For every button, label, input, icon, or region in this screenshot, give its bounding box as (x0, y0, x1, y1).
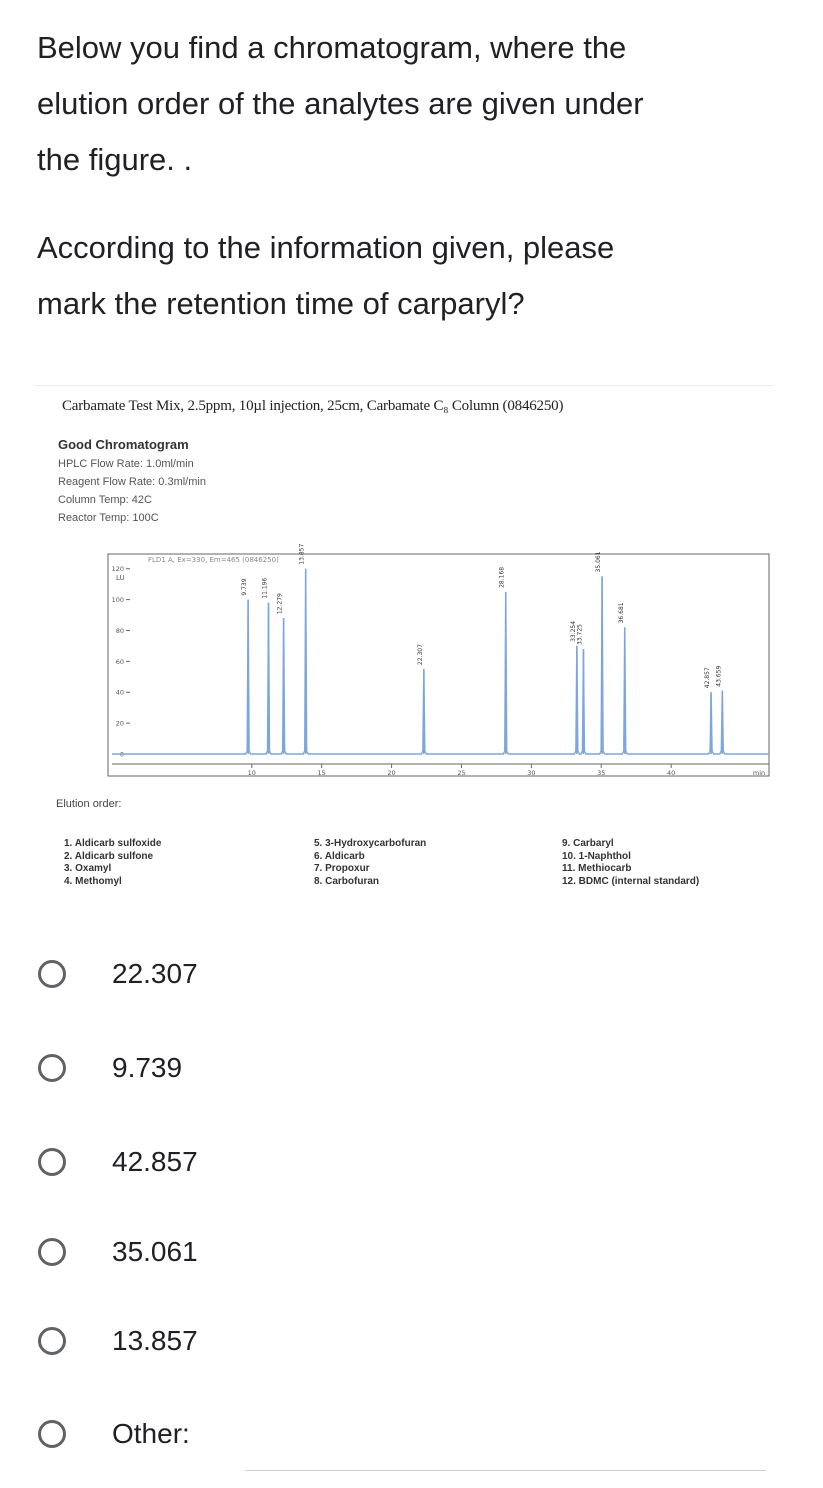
x-tick-label: 40 (667, 769, 676, 777)
option-22-307[interactable] (38, 960, 638, 1010)
condition-line: HPLC Flow Rate: 1.0ml/min (58, 458, 194, 470)
option-label: 9.739 (112, 1052, 183, 1083)
x-tick-label: 20 (387, 769, 396, 777)
peak-label: 43.659 (715, 665, 723, 687)
radio-button[interactable] (38, 1238, 66, 1266)
elution-list-3 (562, 838, 699, 888)
elution-item: 9. Carbaryl (562, 838, 614, 849)
question-text (37, 20, 797, 332)
elution-item: 4. Methomyl (64, 875, 122, 887)
elution-item: 10. 1-Naphthol (562, 850, 631, 862)
y-tick-label: 40 (115, 688, 124, 697)
option-35-061[interactable] (38, 1238, 638, 1288)
question-intro-line: elution order of the analytes are given under (37, 86, 644, 121)
elution-item: 11. Methiocarb (562, 863, 632, 874)
question-intro-line: Below you find a chromatogram, where the (37, 30, 627, 65)
elution-order-label: Elution order: (56, 798, 122, 810)
chromatogram-figure (34, 385, 774, 926)
peak-label: 22.307 (416, 644, 424, 666)
figure-title: Carbamate Test Mix, 2.5ppm, 10µl injection, 25cm, Carbamate C₈ Column (0846250) (62, 398, 564, 414)
option-label: Other: (112, 1418, 190, 1449)
peak-label: 33.254 (569, 620, 577, 642)
radio-button[interactable] (38, 1054, 66, 1082)
peak-label: 13.857 (298, 543, 306, 565)
condition-line: Reactor Temp: 100C (58, 512, 159, 524)
chart-header: FLD1 A, Ex=330, Em=465 (0846250) (148, 556, 279, 564)
x-tick-label: 15 (317, 769, 326, 777)
elution-item: 8. Carbofuran (314, 875, 380, 887)
y-tick-label: 0 (119, 750, 124, 759)
y-tick-label: 20 (115, 719, 124, 728)
radio-button[interactable] (38, 1148, 66, 1176)
chromatogram-trace (112, 566, 769, 754)
peak-label: 35.061 (595, 551, 603, 573)
plot-frame (108, 554, 769, 776)
elution-item: 5. 3-Hydroxycarbofuran (314, 838, 427, 849)
radio-button[interactable] (38, 1327, 66, 1355)
question-intro-line: the figure. . (37, 142, 193, 177)
option-label: 13.857 (112, 1325, 198, 1356)
option-label: 42.857 (112, 1146, 198, 1177)
y-axis-label: LU (116, 574, 125, 582)
y-tick-label: 120 (111, 565, 124, 574)
y-tick-label: 100 (111, 596, 124, 605)
x-tick-label: 35 (597, 769, 606, 777)
condition-line: Reagent Flow Rate: 0.3ml/min (58, 476, 206, 488)
elution-list-1 (64, 838, 161, 888)
radio-button[interactable] (38, 960, 66, 988)
x-tick-label: 30 (527, 769, 536, 777)
option-42-857[interactable] (38, 1148, 638, 1198)
option-13-857[interactable] (38, 1327, 638, 1377)
elution-item: 1. Aldicarb sulfoxide (64, 838, 162, 849)
peak-label: 11.196 (261, 577, 269, 599)
x-tick-label: 25 (457, 769, 466, 777)
option-9-739[interactable] (38, 1054, 638, 1104)
elution-item: 12. BDMC (internal standard) (562, 875, 700, 887)
peak-label: 33.725 (576, 624, 584, 646)
x-axis-label: min (752, 769, 766, 777)
y-tick-label: 60 (115, 657, 124, 666)
chromatogram-chart (34, 386, 774, 806)
question-ask-line: mark the retention time of carparyl? (37, 286, 525, 321)
peak-label: 12.279 (276, 593, 284, 615)
question-ask-line: According to the information given, please (37, 230, 615, 265)
other-text-input[interactable] (245, 1440, 766, 1471)
peak-label: 28.168 (498, 566, 506, 588)
option-label: 22.307 (112, 958, 198, 989)
radio-button[interactable] (38, 1420, 66, 1448)
y-tick-label: 80 (115, 626, 124, 635)
peak-label: 42.857 (704, 667, 712, 689)
condition-line: Column Temp: 42C (58, 494, 152, 506)
elution-list-2 (314, 838, 426, 888)
conditions-heading: Good Chromatogram (58, 437, 189, 452)
elution-item: 2. Aldicarb sulfone (64, 850, 154, 862)
elution-item: 6. Aldicarb (314, 850, 365, 862)
x-tick-label: 10 (247, 769, 256, 777)
option-label: 35.061 (112, 1236, 198, 1267)
elution-item: 7. Propoxur (314, 863, 370, 874)
elution-item: 3. Oxamyl (64, 863, 112, 874)
peak-label: 36.681 (617, 602, 625, 624)
peak-label: 9.739 (241, 578, 249, 596)
